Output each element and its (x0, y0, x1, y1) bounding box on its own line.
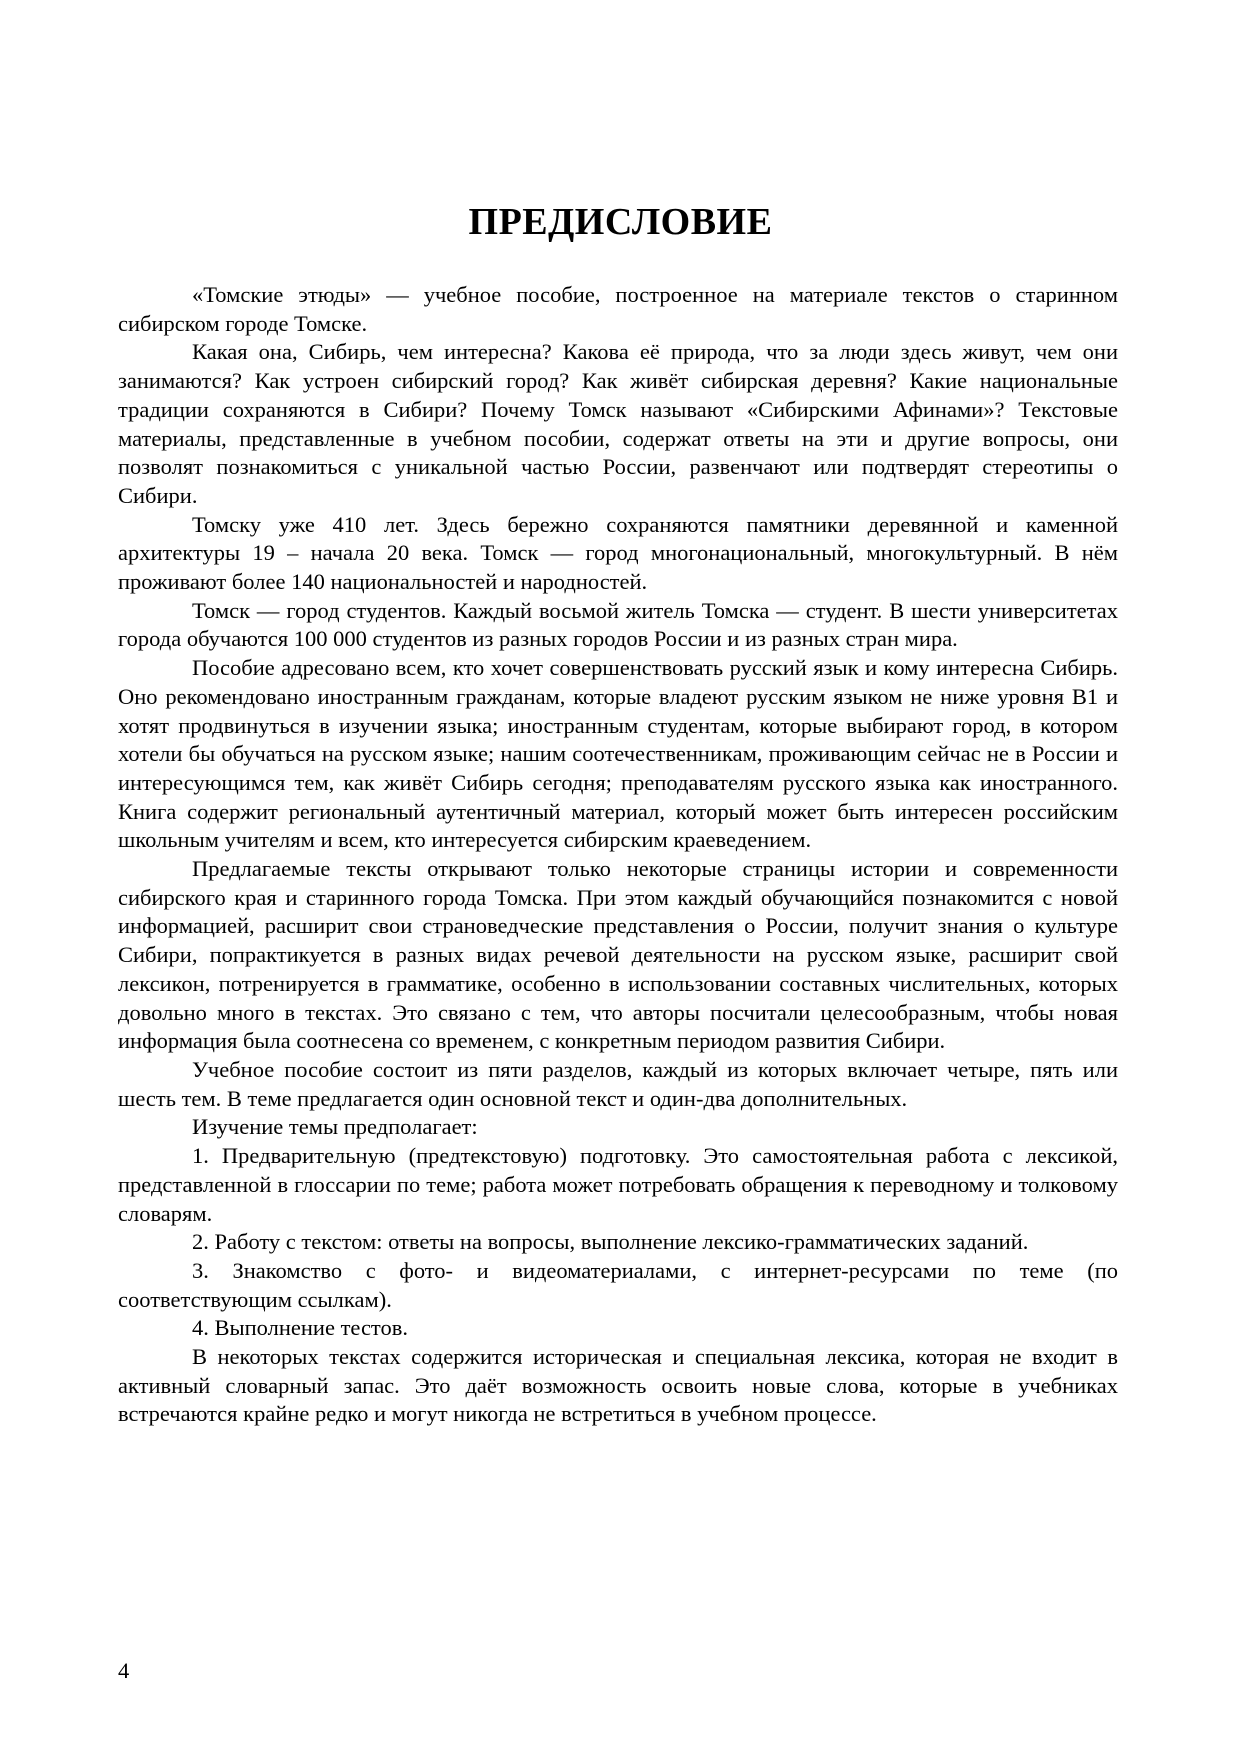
page-title: ПРЕДИСЛОВИЕ (468, 201, 773, 243)
list-item: 2. Работу с текстом: ответы на вопросы, выполнение лексико-грамматических заданий. (192, 1229, 1029, 1255)
paragraph: Изучение темы предполагает: (192, 1114, 478, 1140)
paragraph: Томску уже 410 лет. Здесь бережно сохраняются памятники деревянной и каменной архитектуры 19 – начала 20 века. Томск — город многонациональный, многокультурный. В нём проживают более 140 национальностей и народностей. (118, 511, 1118, 595)
paragraph: Пособие адресовано всем, кто хочет совершенствовать русский язык и кому интересна Сибирь. Оно рекомендовано иностранным гражданам, которые владеют русским языком не ниже уровня В1 и хотят продвинуться в изучении языка; иностранным студентам, которые выбирают город, в котором хотели бы обучаться на русском языке; нашим соотечественникам, проживающим сейчас не в России и интересующимся тем, как живёт Сибирь сегодня; преподавателям русского языка как иностранного. Книга содержит региональный аутентичный материал, который может быть интересен российским школьным учителям и всем, кто интересуется сибирским краеведением. (118, 655, 1118, 853)
paragraph: Учебное пособие состоит из пяти разделов, каждый из которых включает четыре, пять или шесть тем. В теме предлагается один основной текст и один-два дополнительных. (118, 1056, 1118, 1111)
paragraph: В некоторых текстах содержится историческая и специальная лексика, которая не входит в активный словарный запас. Это даёт возможность освоить новые слова, которые в учебниках встречаются крайне редко и могут никогда не встретиться в учебном процессе. (118, 1344, 1118, 1427)
paragraph: Предлагаемые тексты открывают только некоторые страницы истории и современности сибирского края и старинного города Томска. При этом каждый обучающийся познакомится с новой информацией, расширит свои страноведческие представления о России, получит знания о культуре Сибири, попрактикуется в разных видах речевой деятельности на русском языке, расширит свой лексикон, потренируется в грамматике, особенно в использовании составных числительных, которых довольно много в текстах. Это связано с тем, что авторы посчитали целесообразным, чтобы новая информация была соотнесена со временем, с конкретным периодом развития Сибири. (118, 856, 1118, 1054)
paragraph: «Томские этюды» — учебное пособие, построенное на материале текстов о старинном сибирском городе Томске. (118, 282, 1118, 336)
list-item: 1. Предварительную (предтекстовую) подготовку. Это самостоятельная работа с лексикой, представленной в глоссарии по теме; работа может потребовать обращения к переводному и толковому словарям. (118, 1143, 1118, 1226)
page-number: 4 (118, 1658, 130, 1683)
list-item: 4. Выполнение тестов. (192, 1315, 408, 1341)
body-text (118, 281, 1118, 1429)
list-item: 3. Знакомство с фото- и видеоматериалами, с интернет-ресурсами по теме (по соответствующим ссылкам). (118, 1257, 1118, 1312)
paragraph: Томск — город студентов. Каждый восьмой житель Томска — студент. В шести университетах города обучаются 100 000 студентов из разных городов России и из разных стран мира. (118, 597, 1118, 652)
paragraph: Какая она, Сибирь, чем интересна? Какова её природа, что за люди здесь живут, чем они занимаются? Как устроен сибирский город? Как живёт сибирская деревня? Какие национальные традиции сохраняются в Сибири? Почему Томск называют «Сибирскими Афинами»? Текстовые материалы, представленные в учебном пособии, содержат ответы на эти и другие вопросы, они позволят познакомиться с уникальной частью России, развенчают или подтвердят стереотипы о Сибири. (118, 339, 1118, 508)
